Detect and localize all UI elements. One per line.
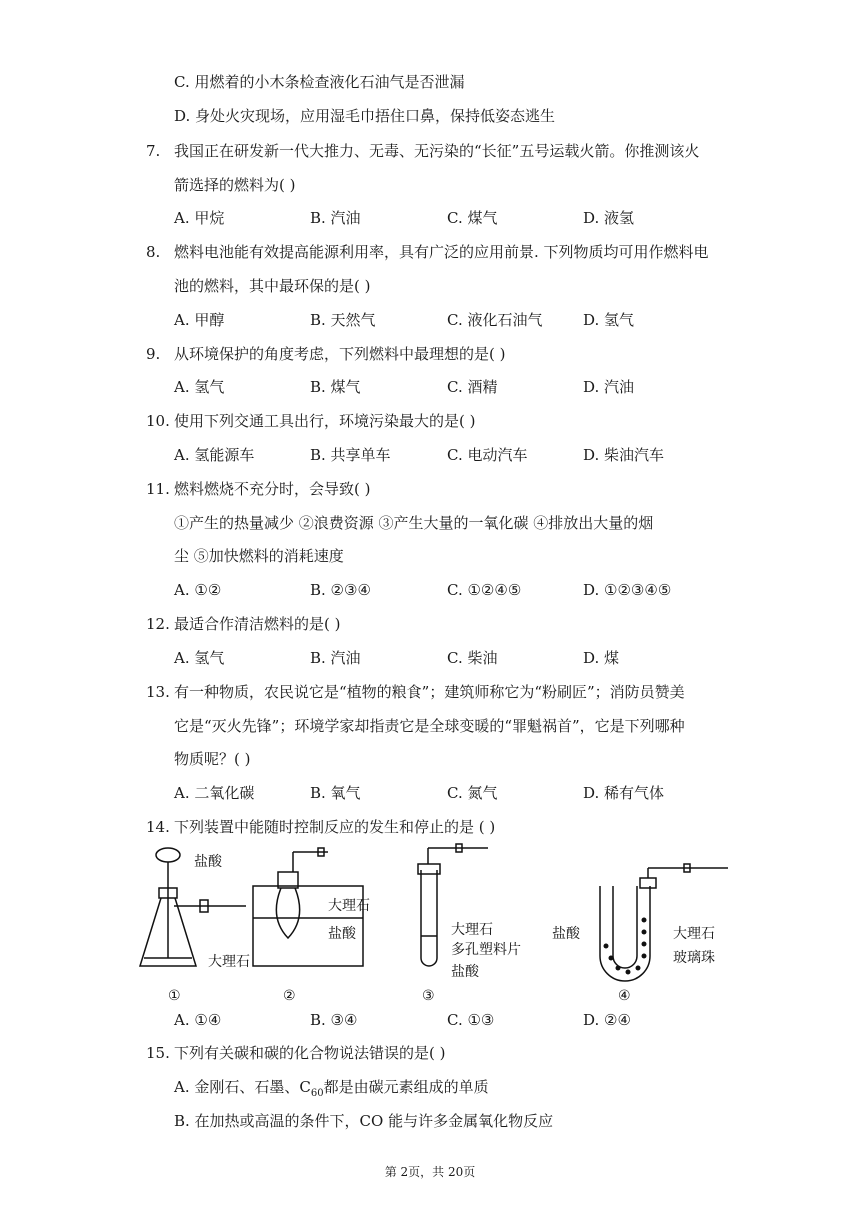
q12-option-a: A. 氢气: [174, 649, 225, 667]
q8-stem-line1: 燃料电池能有效提高能源利用率，具有广泛的应用前景. 下列物质均可用作燃料电: [174, 243, 709, 261]
q9-option-d: D. 汽油: [583, 378, 635, 396]
label-hcl-2: 盐酸: [328, 926, 356, 942]
q11-option-b: B. ②③④: [310, 581, 371, 599]
q15-option-a-sub: 60: [310, 1088, 324, 1099]
apparatus-number-2: ②: [283, 988, 296, 1004]
q7-number: 7.: [146, 142, 161, 160]
q8-option-a: A. 甲醇: [174, 311, 225, 329]
q10-number: 10.: [146, 412, 170, 430]
q13-stem-line1: 有一种物质，农民说它是“植物的粮食”；建筑师称它为“粉刷匠”；消防员赞美: [174, 683, 685, 701]
q7-stem-line2: 箭选择的燃料为( ): [174, 176, 296, 194]
apparatus-number-3: ③: [422, 988, 435, 1004]
q6-option-d: D. 身处火灾现场，应用湿毛巾捂住口鼻，保持低姿态逃生: [174, 107, 556, 125]
q14-option-b: B. ③④: [310, 1011, 358, 1029]
apparatus-1: [140, 848, 246, 966]
q13-number: 13.: [146, 683, 170, 701]
q14-stem: 下列装置中能随时控制反应的发生和停止的是 ( ): [174, 818, 496, 836]
q7-option-d: D. 液氢: [583, 209, 635, 227]
q9-option-b: B. 煤气: [310, 378, 361, 396]
q11-option-d: D. ①②③④⑤: [583, 581, 672, 599]
q12-number: 12.: [146, 615, 170, 633]
apparatus-diagram: [138, 838, 728, 1008]
q9-number: 9.: [146, 345, 161, 363]
q15-stem: 下列有关碳和碳的化合物说法错误的是( ): [174, 1044, 446, 1062]
q14-option-a: A. ①④: [174, 1011, 222, 1029]
label-marble-2: 大理石: [328, 898, 370, 914]
label-hcl-3: 盐酸: [451, 964, 479, 980]
q8-option-b: B. 天然气: [310, 311, 376, 329]
q15-option-b: B. 在加热或高温的条件下，CO 能与许多金属氧化物反应: [174, 1112, 554, 1130]
label-plate-3: 多孔塑料片: [451, 942, 521, 958]
q11-number: 11.: [146, 480, 170, 498]
q8-stem-line2: 池的燃料，其中最环保的是( ): [174, 277, 371, 295]
page-footer: 第 2页，共 20页: [384, 1165, 476, 1179]
q13-option-b: B. 氧气: [310, 784, 361, 802]
q8-option-c: C. 液化石油气: [447, 311, 543, 329]
q6-option-c: C. 用燃着的小木条检查液化石油气是否泄漏: [174, 73, 465, 91]
q13-stem-line2: 它是“灭火先锋”；环境学家却指责它是全球变暖的“罪魁祸首”，它是下列哪种: [174, 717, 685, 735]
q12-stem: 最适合作清洁燃料的是( ): [174, 615, 341, 633]
apparatus-number-1: ①: [168, 988, 181, 1004]
q12-option-c: C. 柴油: [447, 649, 498, 667]
q12-option-d: D. 煤: [583, 649, 620, 667]
q11-statements-line1: ①产生的热量减少 ②浪费资源 ③产生大量的一氧化碳 ④排放出大量的烟: [174, 514, 654, 532]
q15-number: 15.: [146, 1044, 170, 1062]
q10-option-d: D. 柴油汽车: [583, 446, 665, 464]
label-beads-4: 玻璃珠: [673, 950, 715, 966]
q13-option-d: D. 稀有气体: [583, 784, 665, 802]
label-hcl-4: 盐酸: [552, 926, 580, 942]
q9-stem: 从环境保护的角度考虑，下列燃料中最理想的是( ): [174, 345, 506, 363]
q7-option-b: B. 汽油: [310, 209, 361, 227]
label-marble-3: 大理石: [451, 922, 493, 938]
q11-statements-line2: 尘 ⑤加快燃料的消耗速度: [174, 547, 344, 565]
q10-option-c: C. 电动汽车: [447, 446, 528, 464]
label-hcl-1: 盐酸: [194, 854, 222, 870]
q10-stem: 使用下列交通工具出行，环境污染最大的是( ): [174, 412, 476, 430]
q13-option-a: A. 二氧化碳: [174, 784, 255, 802]
q11-option-a: A. ①②: [174, 581, 222, 599]
q13-option-c: C. 氮气: [447, 784, 498, 802]
q15-option-a: [174, 1077, 489, 1104]
q7-stem-line1: 我国正在研发新一代大推力、无毒、无污染的“长征”五号运载火箭。你推测该火: [174, 142, 700, 160]
q7-option-c: C. 煤气: [447, 209, 498, 227]
q14-number: 14.: [146, 818, 170, 836]
q10-option-a: A. 氢能源车: [174, 446, 255, 464]
q10-option-b: B. 共享单车: [310, 446, 391, 464]
q11-option-c: C. ①②④⑤: [447, 581, 522, 599]
q9-option-a: A. 氢气: [174, 378, 225, 396]
q13-stem-line3: 物质呢？( ): [174, 750, 251, 768]
q14-option-c: C. ①③: [447, 1011, 495, 1029]
label-marble-1: 大理石: [208, 954, 250, 970]
q8-option-d: D. 氢气: [583, 311, 635, 329]
q8-number: 8.: [146, 243, 161, 261]
q15-option-a-suffix: 都是由碳元素组成的单质: [323, 1078, 489, 1096]
q12-option-b: B. 汽油: [310, 649, 361, 667]
label-marble-4: 大理石: [673, 926, 715, 942]
q11-stem: 燃料燃烧不充分时，会导致( ): [174, 480, 371, 498]
q9-option-c: C. 酒精: [447, 378, 498, 396]
q15-option-a-prefix: A. 金刚石、石墨、C: [174, 1078, 311, 1096]
q7-option-a: A. 甲烷: [174, 209, 225, 227]
q14-option-d: D. ②④: [583, 1011, 631, 1029]
apparatus-number-4: ④: [618, 988, 631, 1004]
